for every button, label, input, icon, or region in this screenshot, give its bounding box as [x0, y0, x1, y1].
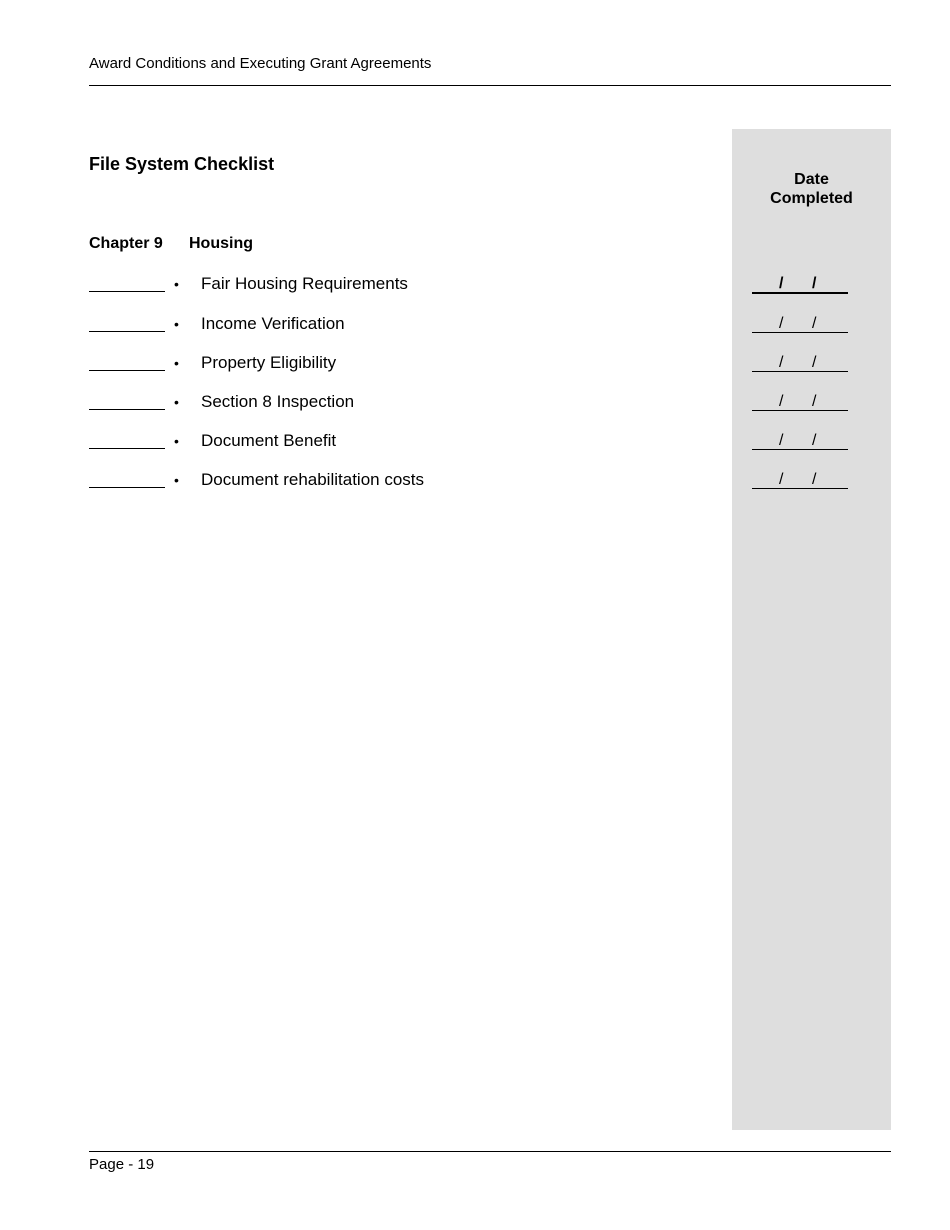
- date-separator: /: [779, 432, 784, 449]
- date-separator: /: [812, 432, 817, 449]
- checklist-item-label: Fair Housing Requirements: [201, 274, 408, 293]
- date-heading-line1: Date: [794, 171, 829, 188]
- bullet: •: [174, 394, 179, 410]
- date-separator: /: [779, 471, 784, 488]
- date-completed-field[interactable]: [752, 410, 848, 411]
- bullet: •: [174, 433, 179, 449]
- checklist-item-label: Income Verification: [201, 314, 345, 333]
- chapter-label: Chapter 9: [89, 235, 163, 252]
- checklist-item-label: Document rehabilitation costs: [201, 470, 425, 489]
- page-number: Page - 19: [89, 1156, 155, 1173]
- date-separator: /: [812, 393, 817, 410]
- date-separator: /: [812, 275, 817, 292]
- date-separator: /: [779, 275, 784, 292]
- checklist-item-label: Property Eligibility: [201, 353, 337, 372]
- initials-blank[interactable]: [89, 291, 165, 292]
- bullet: •: [174, 316, 179, 332]
- date-completed-field[interactable]: [752, 371, 848, 372]
- date-separator: /: [812, 471, 817, 488]
- date-completed-field[interactable]: [752, 488, 848, 489]
- chapter-name: Housing: [189, 235, 253, 252]
- bullet: •: [174, 276, 179, 292]
- date-completed-field[interactable]: [752, 292, 848, 294]
- date-separator: /: [779, 354, 784, 371]
- date-completed-heading: [732, 170, 891, 208]
- checklist-item-label: Document Benefit: [201, 431, 337, 450]
- header-rule: [89, 85, 891, 86]
- initials-blank[interactable]: [89, 487, 165, 488]
- initials-blank[interactable]: [89, 370, 165, 371]
- date-separator: /: [812, 315, 817, 332]
- running-header: Award Conditions and Executing Grant Agreements: [89, 55, 432, 72]
- initials-blank[interactable]: [89, 409, 165, 410]
- date-separator: /: [779, 315, 784, 332]
- footer-rule: [89, 1151, 891, 1152]
- initials-blank[interactable]: [89, 331, 165, 332]
- checklist-item-label: Section 8 Inspection: [201, 392, 355, 411]
- checklist-row: [0, 432, 950, 462]
- date-heading-line2: Completed: [770, 190, 853, 207]
- date-separator: /: [779, 393, 784, 410]
- date-completed-field[interactable]: [752, 332, 848, 333]
- initials-blank[interactable]: [89, 448, 165, 449]
- checklist-row: [0, 315, 950, 345]
- checklist-row: [0, 471, 950, 501]
- page-title: File System Checklist: [89, 154, 275, 174]
- date-separator: /: [812, 354, 817, 371]
- bullet: •: [174, 355, 179, 371]
- checklist-row: [0, 354, 950, 384]
- checklist-row: [0, 393, 950, 423]
- bullet: •: [174, 472, 179, 488]
- checklist-row: [0, 275, 950, 305]
- date-completed-field[interactable]: [752, 449, 848, 450]
